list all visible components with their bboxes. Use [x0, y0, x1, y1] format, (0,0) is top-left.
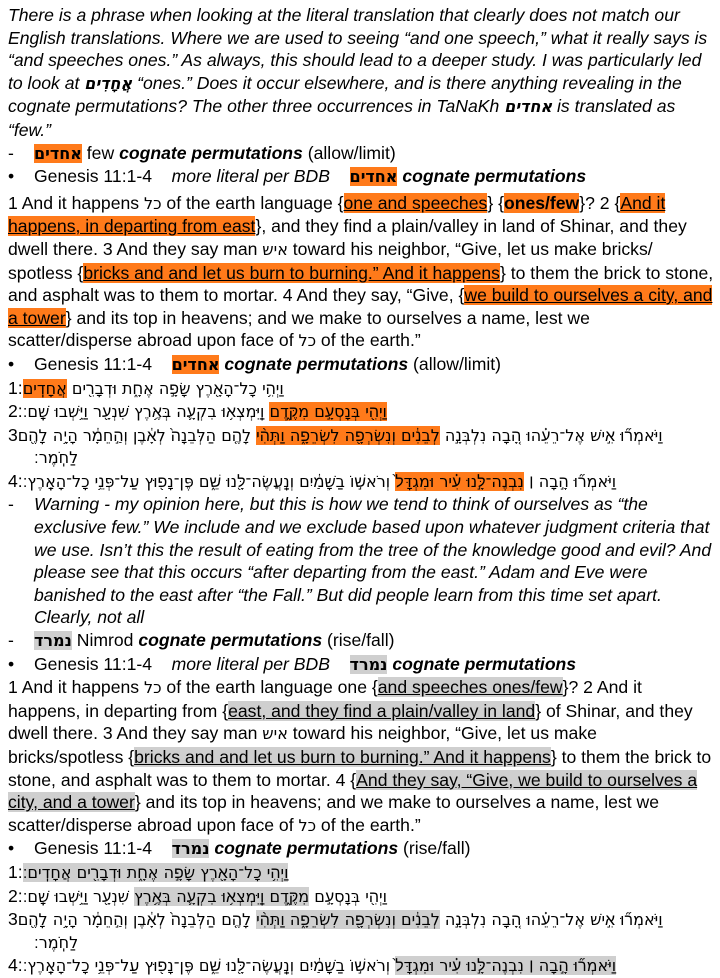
- text-run: } {: [487, 192, 504, 213]
- highlight-run: And it happens, in departing from east: [8, 192, 666, 237]
- hebrew-verse-2: [8, 885, 714, 909]
- hebrew-run: וַיְהִ֖י בְּנָסְעָ֣ם: [309, 886, 387, 906]
- cognate-permutations-label: cognate permutations: [138, 630, 323, 651]
- hebrew-ahadim-highlight: אחדים: [34, 143, 82, 163]
- bullet-marker: •: [8, 166, 15, 187]
- dash-marker: -: [8, 630, 14, 651]
- hebrew-ish: איש: [262, 239, 288, 259]
- hebrew-run: לָהֶ֤ם הַלְּבֵנָה֙ לְאָ֔בֶן וְהַ֣חֵמָ֔ר הָיָ֥ה לָהֶ֖ם: [17, 425, 257, 445]
- intro-paragraph: [8, 4, 714, 142]
- hebrew-verse-3-continued: [8, 932, 714, 955]
- text-run: toward his neighbor, “Give, let us make bricks/ spotless {: [8, 238, 653, 283]
- cognate-permutations-label: cognate permutations: [214, 838, 399, 859]
- hebrew-nimrod-highlight: נמרד: [34, 631, 72, 651]
- hebrew-run: וַיְהִ֥י כָל־הָאָ֖רֶץ שָׂפָ֣ה אֶחָ֑ת וּדְבָרִ֖ים: [66, 378, 284, 398]
- section-nimrod-heading: [8, 629, 714, 653]
- highlight-run: bricks and and let us burn to burning.” And it happens: [83, 262, 500, 283]
- text-run: } to them the brick to stone, and asphalt was to them to mortar. 4 And they say, “Give, {: [8, 262, 714, 306]
- hebrew-highlight: נִבְנֶה־לָּ֣נוּ עִ֗יר וּמִגְדָּל֙: [395, 471, 524, 491]
- hebrew-highlight: לְבֵנִ֔ים וְנִשְׂרְפָ֖ה לִשְׂרֵפָ֑ה וַתְּהִ֨י: [256, 425, 440, 445]
- hebrew-run: וַיֹּאמְר֞וּ הָ֣בָה ׀: [523, 471, 617, 491]
- intro-hebrew-ahadim-pointed: אֲחָדִים: [84, 73, 133, 93]
- reference-label: Genesis 11:1-4: [34, 838, 153, 859]
- verse-number: 4:: [8, 470, 23, 491]
- highlight-run: one and speeches: [343, 192, 488, 213]
- warning-note: [8, 493, 714, 629]
- cognate-permutations-label: cognate permutations: [402, 166, 587, 187]
- hebrew-verse-text: [23, 862, 714, 885]
- hebrew-kol: כל: [298, 331, 317, 351]
- literal-translation-paragraph-2: [8, 676, 714, 837]
- hebrew-verse-text: [18, 909, 714, 932]
- hebrew-kol: כל: [143, 193, 162, 213]
- highlight-run: east, and they find a plain/valley in land: [228, 700, 536, 721]
- bullet-marker: •: [8, 653, 15, 674]
- text-run: } of Shinar, and they dwell there. 3 And they say man: [8, 700, 693, 744]
- hebrew-run: וְרֹאשׁ֣וֹ בַשָּׁמַ֔יִם וְנַֽעֲשֶׂה־לָּ֖נוּ שֵׁ֑ם פֶּן־נָפ֖וּץ עַל־פְּנֵ֥י כָל־הָאָֽרֶץ׃: [22, 471, 396, 491]
- verse-number: 1:: [8, 861, 23, 882]
- hebrew-kol: כל: [298, 815, 317, 835]
- hebrew-verse-2: [8, 400, 714, 424]
- reference-label: Genesis 11:1-4: [34, 353, 153, 374]
- literal-label: more literal per BDB: [171, 653, 330, 674]
- hebrew-run: וַיֹּאמְר֞וּ אִ֣ישׁ אֶל־רֵעֵ֗הוּ הָ֚בָה נִלְבְּנָ֣ה: [439, 910, 663, 930]
- hebrew-verse-text: [23, 378, 714, 401]
- hebrew-run: וְרֹאשׁ֣וֹ בַשָּׁמַ֔יִם וְנַֽעֲשֶׂה־לָּ֖נוּ שֵׁ֑ם פֶּן־נָפ֖וּץ עַל־פְּנֵ֥י כָל־הָאָֽרֶץ׃: [22, 956, 396, 976]
- text-run: of the earth.”: [316, 330, 421, 351]
- verse-number: 1:: [8, 377, 23, 398]
- highlight-run: bricks and and let us burn to burning.” And it happens: [134, 747, 551, 767]
- hebrew-run: וַיֹּאמְר֞וּ אִ֣ישׁ אֶל־רֵעֵ֗הוּ הָ֚בָה נִלְבְּנָ֣ה: [439, 425, 663, 445]
- intro-text-1: There is a phrase when looking at the literal translation that clearly does not match our English translations. Where we are used to seeing “and one speech,” what it really says is “and speeches ones.” As always, this should lead to a deeper study. I was particularly led to look at: [8, 5, 708, 93]
- section-few-heading: [8, 142, 714, 166]
- text-run: toward his neighbor, “Give, let us make bricks/spotless {: [8, 723, 597, 767]
- allow-limit-label: (allow/limit): [302, 142, 396, 163]
- hebrew-nimrod-highlight: נמרד: [349, 654, 388, 674]
- verse-number: 2:: [8, 401, 23, 422]
- hebrew-verse-1: [8, 377, 714, 401]
- hebrew-verse-text: [23, 955, 714, 978]
- text-run: } to them the brick to stone, and asphalt was to them to mortar. 4 {: [8, 747, 712, 790]
- verse-number: 3: [8, 909, 18, 930]
- hebrew-run: לַחֹֽמֶר׃: [34, 932, 79, 952]
- text-run: } and its top in heavens; and we make to ourselves a name, lest we scatter/disperse abroad upon face of: [8, 307, 590, 351]
- highlight-run: And they say, “Give, we build to ourselves a city, and a tower: [8, 769, 698, 813]
- hebrew-run: וַֽיִּמְצְא֥וּ בִקְעָ֛ה בְּאֶ֥רֶץ שִׁנְעָ֖ר וַיֵּ֥שְׁבוּ שָֽׁם׃: [22, 402, 270, 422]
- intro-text-2: “ones.” Does it occur elsewhere, and is there anything revealing in the cognate permutations? The other three occurrences in TaNaKh: [8, 72, 682, 117]
- hebrew-highlight: מִקֶּ֑דֶם וַֽיִּמְצְא֥וּ בִקְעָ֛ה בְּאֶ֥רֶץ: [134, 886, 310, 906]
- text-run: of the earth language {: [161, 192, 344, 213]
- hebrew-verse-text: [23, 471, 714, 494]
- verse-number: 2:: [8, 885, 23, 906]
- text-run: 1 And it happens: [8, 192, 144, 213]
- hebrew-verse-4: [8, 954, 714, 978]
- text-run: }, and they find a plain/valley in land of Shinar, and they dwell there. 3 And they say man: [8, 216, 687, 259]
- hebrew-verse-1: [8, 861, 714, 885]
- reference-label: Genesis 11:1-4: [34, 653, 153, 674]
- verse-number: 3: [8, 424, 18, 445]
- hebrew-nimrod-highlight: נמרד: [171, 839, 210, 859]
- hebrew-verse-text: [23, 401, 714, 424]
- hebrew-ish: איש: [262, 724, 288, 744]
- allow-limit-label: (allow/limit): [408, 353, 502, 374]
- hebrew-kol: כל: [143, 678, 162, 698]
- cognate-permutations-label: cognate permutations: [224, 353, 409, 374]
- reference-label: Genesis 11:1-4: [34, 166, 153, 187]
- highlight-run: we build to ourselves a city, and a tower: [8, 285, 713, 328]
- hebrew-run: לָהֶ֤ם הַלְּבֵנָה֙ לְאָ֔בֶן וְהַ֣חֵמָ֔ר הָיָ֥ה לָהֶ֖ם: [17, 910, 257, 930]
- verse-number: 4:: [8, 955, 23, 976]
- genesis-hebrew-heading-ahadim: [8, 353, 714, 377]
- text-run: }? 2 And it happens, in departing from {: [8, 677, 642, 721]
- hebrew-verse-4: [8, 470, 714, 494]
- hebrew-ahadim-highlight: אחדים: [349, 167, 398, 187]
- rise-fall-label: (rise/fall): [398, 838, 471, 859]
- bullet-marker: •: [8, 353, 15, 374]
- cognate-permutations-label: cognate permutations: [119, 142, 303, 163]
- document-page: [8, 4, 714, 978]
- genesis-hebrew-heading-nimrod: [8, 837, 714, 861]
- dash-marker: -: [8, 494, 14, 515]
- hebrew-highlight: וַיְהִ֥י כָל־הָאָ֖רֶץ שָׂפָ֣ה אֶחָ֑ת וּדְבָרִ֖ים אֲחָדִֽים׃: [22, 862, 289, 882]
- dash-marker: -: [8, 142, 14, 163]
- literal-translation-paragraph-1: [8, 192, 714, 353]
- hebrew-run: שִׁנְעָ֖ר וַיֵּ֥שְׁבוּ שָֽׁם׃: [22, 886, 135, 906]
- genesis-literal-heading: [8, 165, 714, 189]
- highlight-run: and speeches ones/few: [377, 677, 563, 698]
- literal-label: more literal per BDB: [171, 166, 330, 187]
- hebrew-highlight: וַיְהִ֖י בְּנָסְעָ֣ם מִקֶּ֑דֶם: [269, 402, 387, 422]
- hebrew-highlight: אֲחָדִֽים: [22, 378, 67, 398]
- text-run: 1 And it happens: [8, 677, 144, 698]
- hebrew-highlight: לְבֵנִ֔ים וְנִשְׂרְפָ֖ה לִשְׂרֵפָ֑ה וַתְּהִ֨י: [256, 910, 440, 930]
- cognate-permutations-label: cognate permutations: [392, 653, 577, 674]
- hebrew-ahadim-highlight: אחדים: [171, 354, 220, 374]
- text-run: } and its top in heavens; and we make to ourselves a name, lest we scatter/disperse abroad upon face of: [8, 792, 660, 835]
- bullet-marker: •: [8, 838, 15, 859]
- genesis-literal-heading-nimrod: [8, 653, 714, 677]
- hebrew-verse-3: [8, 424, 714, 448]
- hebrew-verse-3: [8, 908, 714, 932]
- rise-fall-label: (rise/fall): [322, 630, 395, 651]
- text-run: of the earth language one {: [161, 677, 378, 698]
- hebrew-verse-text: [23, 886, 714, 909]
- hebrew-verse-text: [18, 425, 714, 448]
- text-run: }? 2 {: [579, 192, 621, 213]
- intro-text-3: is translated as “few.”: [8, 96, 676, 140]
- intro-hebrew-ahadim: אחדים: [504, 97, 553, 117]
- text-run: of the earth.”: [316, 814, 421, 835]
- hebrew-verse-3-continued: [8, 447, 714, 470]
- highlight-run: ones/few: [503, 192, 580, 213]
- nimrod-label: Nimrod: [71, 630, 139, 651]
- warning-text: Warning - my opinion here, but this is how we tend to think of ourselves as “the exclusive few.” We include and we exclude based upon whatever judgment criteria that we use. Isn’t this the result of eating from the tree of the knowledge good and evil? And please see that this occurs “after departing from the east.” Adam and Eve were banished to the east after “the Fall.” But did people learn from this time set apart. Clearly, not all: [34, 494, 712, 628]
- few-label: few: [81, 142, 120, 163]
- hebrew-run: לַחֹֽמֶר׃: [34, 448, 79, 468]
- hebrew-highlight: וַיֹּאמְר֞וּ הָ֣בָה ׀ נִבְנֶה־לָּ֣נוּ עִ֗יר וּמִגְדָּל֙: [395, 956, 617, 976]
